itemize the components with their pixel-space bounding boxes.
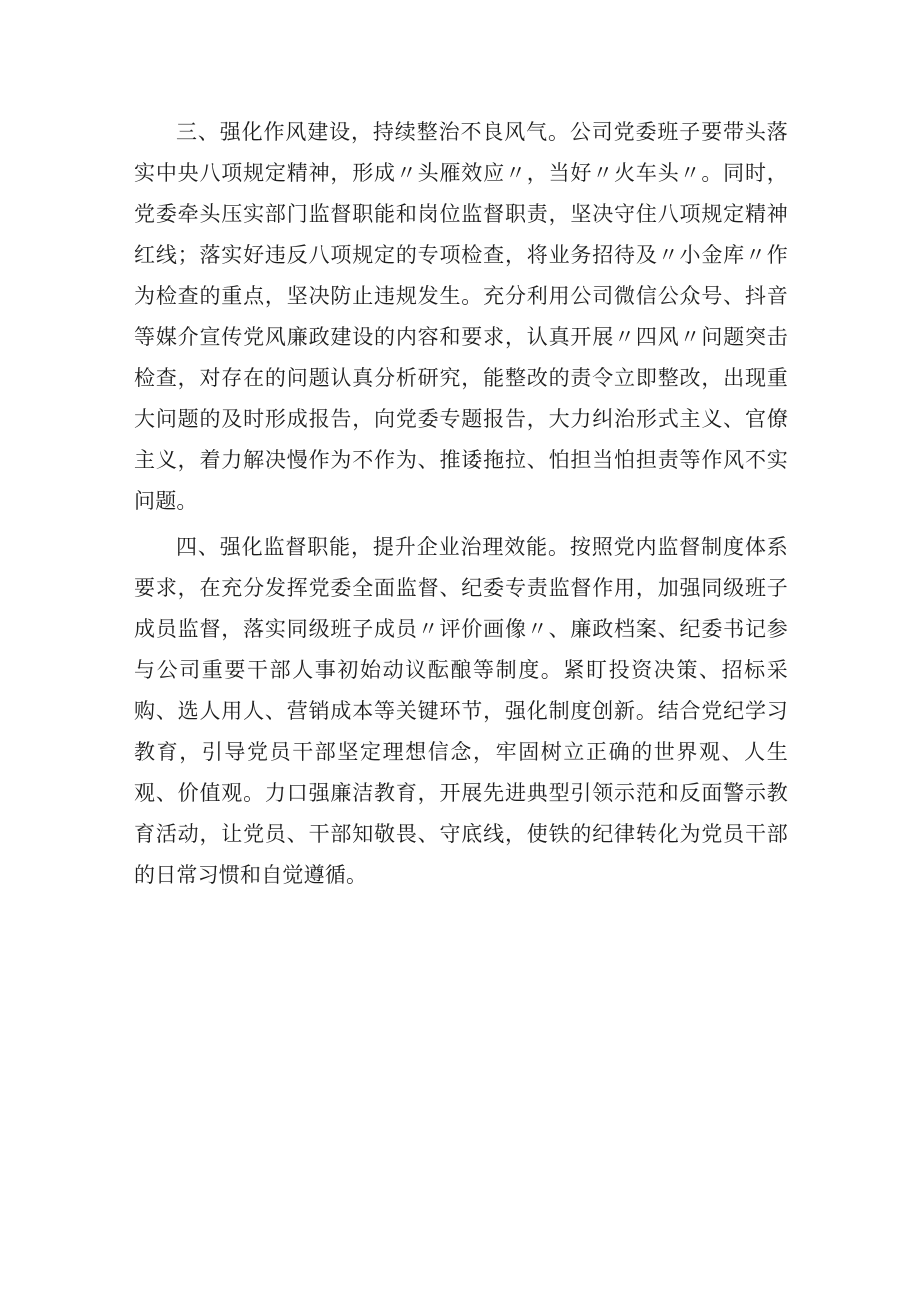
paragraph-section-three: 三、强化作风建设，持续整治不良风气。公司党委班子要带头落实中央八项规定精神，形成〃头雁效应〃，当好〃火车头〃。同时，党委牵头压实部门监督职能和岗位监督职责，坚决守住八项规定精神红线；落实好违反八项规定的专项检查，将业务招待及〃小金库〃作为检查的重点，坚决防止违规发生。充分利用公司微信公众号、抖音等媒介宣传党风廉政建设的内容和要求，认真开展〃四风〃问题突击检查，对存在的问题认真分析研究，能整改的责令立即整改，出现重大问题的及时形成报告，向党委专题报告，大力纠治形式主义、官僚主义，着力解决慢作为不作为、推诿拖拉、怕担当怕担责等作风不实问题。 [134, 120, 788, 513]
paragraph-section-four: 四、强化监督职能，提升企业治理效能。按照党内监督制度体系要求，在充分发挥党委全面监督、纪委专责监督作用，加强同级班子成员监督，落实同级班子成员〃评价画像〃、廉政档案、纪委书记参与公司重要干部人事初始动议酝酿等制度。紧盯投资决策、招标采购、选人用人、营销成本等关键环节，强化制度创新。结合党纪学习教育，引导党员干部坚定理想信念，牢固树立正确的世界观、人生观、价值观。力口强廉洁教育，开展先进典型引领示范和反面警示教育活动，让党员、干部知敬畏、守底线，使铁的纪律转化为党员干部的日常习惯和自觉遵循。 [134, 535, 788, 887]
document-body [134, 112, 788, 901]
